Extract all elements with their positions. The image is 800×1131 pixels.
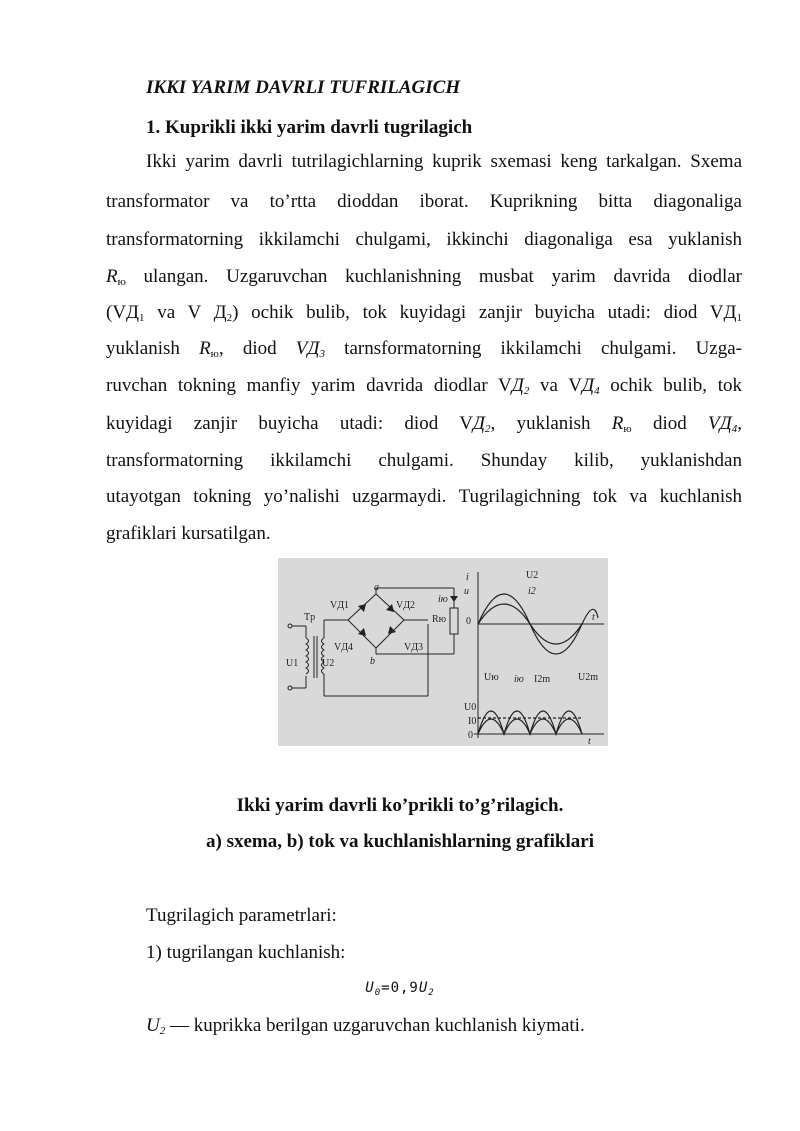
paragraph-line-8: kuyidagi zanjir buyicha utadi: diod $VД_2$, yuklanish $R_ю$ diod $VД_4$, (106, 413, 742, 435)
paragraph-line-5: ($VД_1$ va V $Д_2$) ochik bulib, tok kuyidagi zanjir buyicha utadi: diod $VД_1$ (106, 302, 742, 324)
rectifier-figure (278, 558, 608, 746)
rectifier-figure-svg (278, 558, 608, 746)
svg-text:iю: iю (514, 674, 524, 685)
svg-text:t: t (588, 736, 591, 746)
u2-definition: $U_2$ — kuprikka berilgan uzgaruvchan kuchlanish kiymati. (146, 1015, 585, 1037)
svg-text:U2: U2 (526, 570, 539, 581)
paragraph-line-7: ruvchan tokning manfiy yarim davrida diodlar $VД_2$ va $VД_4$ ochik bulib, tok (106, 375, 742, 397)
svg-text:i: i (466, 572, 469, 583)
svg-text:VД2: VД2 (396, 600, 416, 611)
svg-text:I0: I0 (468, 716, 477, 727)
svg-text:U0: U0 (464, 702, 477, 713)
paragraph-line-3: transformatorning ikkilamchi chulgami, ikkinchi diagonaliga esa yuklanish (106, 229, 742, 250)
paragraph-line-10: utayotgan tokning yo’nalishi uzgarmaydi. Tugrilagichning tok va kuchlanish (106, 486, 742, 507)
svg-text:Rю: Rю (432, 614, 447, 625)
params-heading: Tugrilagich parametrlari: (146, 905, 337, 926)
figure-caption-line-2: a) sxema, b) tok va kuchlanishlarning grafiklari (206, 831, 594, 852)
svg-text:U2m: U2m (578, 672, 598, 683)
svg-text:a: a (374, 582, 379, 593)
formula-u0: $U_0=0,9U_2$ (365, 980, 435, 998)
svg-text:U1: U1 (286, 658, 299, 669)
svg-text:iю: iю (438, 594, 448, 605)
paragraph-line-11: grafiklari kursatilgan. (106, 523, 271, 544)
params-item-1: 1) tugrilangan kuchlanish: (146, 942, 346, 963)
svg-text:VД3: VД3 (404, 642, 424, 653)
paragraph-line-4: $R_ю$ ulangan. Uzgaruvchan kuchlanishning musbat yarim davrida diodlar (106, 266, 742, 288)
paragraph-line-1: Ikki yarim davrli tutrilagichlarning kuprik sxemasi keng tarkalgan. Sxema (146, 151, 742, 172)
svg-text:Uю: Uю (484, 672, 499, 683)
svg-text:0: 0 (466, 616, 471, 627)
svg-text:U2: U2 (322, 658, 335, 669)
svg-text:u: u (464, 586, 469, 597)
document-title: IKKI YARIM DAVRLI TUFRILAGICH (146, 77, 461, 98)
svg-text:VД1: VД1 (330, 600, 350, 611)
svg-text:t: t (592, 612, 595, 623)
svg-text:0: 0 (468, 730, 473, 741)
svg-text:i2: i2 (528, 586, 536, 597)
paragraph-line-2: transformator va to’rtta dioddan iborat. Kuprikning bitta diagonaliga (106, 191, 742, 212)
paragraph-line-6: yuklanish $R_ю$, diod $VД_3$ tarnsformatorning ikkilamchi chulgami. Uzga- (106, 338, 743, 360)
svg-text:VД4: VД4 (334, 642, 354, 653)
svg-text:b: b (370, 656, 375, 667)
svg-text:I2m: I2m (534, 674, 551, 685)
figure-caption-line-1: Ikki yarim davrli ko’prikli to’g’rilagich. (236, 795, 564, 816)
section-heading: 1. Kuprikli ikki yarim davrli tugrilagich (146, 117, 473, 138)
svg-text:Tp: Tp (304, 612, 316, 623)
paragraph-line-9: transformatorning ikkilamchi chulgami. Shunday kilib, yuklanishdan (106, 450, 742, 471)
